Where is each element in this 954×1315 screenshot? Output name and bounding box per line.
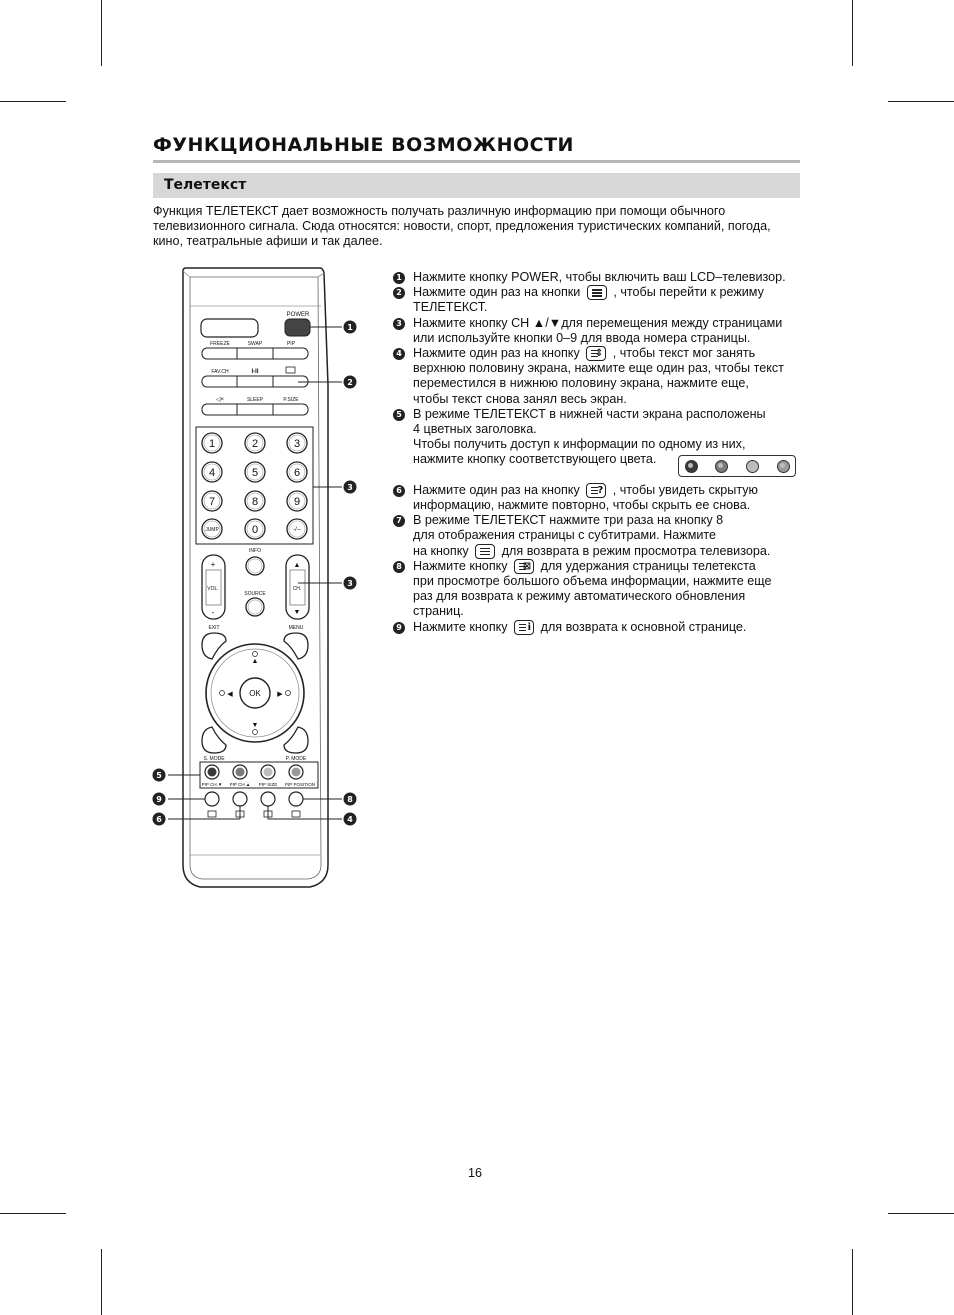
step-number: 2 bbox=[393, 287, 405, 299]
power-label: POWER bbox=[286, 312, 310, 318]
callout-1: 1 bbox=[347, 323, 353, 332]
color-button-4 bbox=[777, 460, 790, 473]
step-number: 1 bbox=[393, 272, 405, 284]
step-text: при просмотре большого объема информации, нажмите еще bbox=[413, 574, 772, 589]
dash-label: -/-- bbox=[293, 527, 301, 533]
step-9 bbox=[393, 620, 808, 635]
digit-8: 8 bbox=[251, 496, 259, 508]
page-title: ФУНКЦИОНАЛЬНЫЕ ВОЗМОЖНОСТИ bbox=[153, 134, 574, 156]
crop-mark bbox=[101, 1249, 102, 1315]
step-number: 6 bbox=[393, 485, 405, 497]
step-text: или используйте кнопки 0–9 для ввода номера страницы. bbox=[413, 330, 751, 345]
svg-text:▶: ▶ bbox=[277, 691, 283, 698]
teletext-icon bbox=[475, 544, 495, 559]
step-8 bbox=[393, 559, 808, 620]
color-button-2 bbox=[715, 460, 728, 473]
pip-label: PIP bbox=[286, 341, 296, 347]
freeze-label: FREEZE bbox=[210, 341, 230, 347]
pip-position-label: PIP POSITION bbox=[285, 782, 315, 787]
step-text: для возврата к основной странице. bbox=[540, 619, 747, 634]
digit-3: 3 bbox=[293, 438, 301, 450]
p-mode-label: P. MODE bbox=[285, 756, 307, 762]
color-key bbox=[264, 768, 273, 777]
remote-drawing bbox=[150, 265, 365, 895]
callout-6: 6 bbox=[156, 815, 162, 824]
swap-label: SWAP bbox=[247, 341, 263, 347]
vol-plus-label: + bbox=[210, 560, 216, 569]
callout-3b: 3 bbox=[347, 579, 353, 588]
digit-1: 1 bbox=[208, 438, 216, 450]
sleep-label: SLEEP bbox=[246, 397, 264, 403]
crop-mark bbox=[888, 101, 954, 102]
intro-line: телевизионного сигнала. Сюда относятся: новости, спорт, предложения туристических компаний, погода, bbox=[153, 219, 771, 234]
title-rule bbox=[153, 160, 800, 163]
page-number: 16 bbox=[468, 1166, 483, 1180]
digit-7: 7 bbox=[208, 496, 216, 508]
vol-minus-label: - bbox=[211, 608, 215, 617]
step-text: 4 цветных заголовка. bbox=[413, 422, 537, 437]
callout-8: 8 bbox=[347, 795, 353, 804]
audio-label: I-II bbox=[251, 369, 259, 375]
color-key bbox=[208, 768, 217, 777]
color-key bbox=[292, 768, 301, 777]
remote-illustration bbox=[150, 265, 365, 895]
step-6 bbox=[393, 483, 808, 513]
vol-label: VOL. bbox=[207, 586, 219, 592]
jump-label: JUMP bbox=[205, 527, 219, 533]
digit-5: 5 bbox=[251, 467, 259, 479]
step-text: Нажмите кнопку CH ▲/▼для перемещения между страницами bbox=[413, 315, 783, 330]
svg-text:▼: ▼ bbox=[293, 609, 301, 616]
teletext-icon bbox=[587, 285, 607, 300]
step-text: страниц. bbox=[413, 604, 464, 619]
step-text: , чтобы увидеть скрытую bbox=[612, 482, 759, 497]
index-icon: i bbox=[514, 620, 534, 635]
step-number: 7 bbox=[393, 515, 405, 527]
step-number: 5 bbox=[393, 409, 405, 421]
step-number: 4 bbox=[393, 348, 405, 360]
color-keys-figure bbox=[678, 455, 796, 477]
ch-label: CH. bbox=[292, 586, 302, 592]
reveal-icon: ? bbox=[586, 483, 606, 498]
crop-mark bbox=[852, 0, 853, 66]
step-text: для отображения страницы с субтитрами. Нажмите bbox=[413, 528, 717, 543]
callout-2: 2 bbox=[347, 378, 353, 387]
digit-4: 4 bbox=[208, 467, 216, 479]
svg-text:▲: ▲ bbox=[293, 562, 301, 569]
s-mode-label: S. MODE bbox=[203, 756, 225, 762]
fav-ch-label: FAV.CH bbox=[211, 369, 229, 375]
step-text: на кнопку bbox=[413, 543, 469, 558]
step-text: верхнюю половину экрана, нажмите еще один раз, чтобы текст bbox=[413, 361, 784, 376]
crop-mark bbox=[0, 1213, 66, 1214]
crop-mark bbox=[852, 1249, 853, 1315]
pip-ch-up-label: PIP CH.▲ bbox=[229, 782, 251, 787]
intro-line: кино, театральные афиши и так далее. bbox=[153, 234, 383, 249]
step-text: ТЕЛЕТЕКСТ. bbox=[413, 300, 488, 315]
svg-text:◀: ◀ bbox=[227, 691, 233, 698]
size-icon: ⇕ bbox=[586, 346, 606, 361]
svg-text:▼: ▼ bbox=[251, 722, 259, 729]
step-text: Нажмите кнопку bbox=[413, 558, 508, 573]
crop-mark bbox=[888, 1213, 954, 1214]
step-text: , чтобы текст мог занять bbox=[612, 346, 756, 361]
step-2 bbox=[393, 285, 808, 315]
intro-paragraph bbox=[153, 204, 803, 250]
menu-label: MENU bbox=[288, 625, 304, 631]
hold-icon: ⊠ bbox=[514, 559, 534, 574]
step-1 bbox=[393, 270, 808, 285]
step-text: Нажмите один раз на кнопки bbox=[413, 285, 581, 300]
callout-9: 9 bbox=[156, 795, 162, 804]
digit-2: 2 bbox=[251, 438, 259, 450]
pip-size-label: PIP SIZE bbox=[258, 782, 278, 787]
step-text: раз для возврата к режиму автоматического обновления bbox=[413, 589, 746, 604]
digit-6: 6 bbox=[293, 467, 301, 479]
intro-line: Функция ТЕЛЕТЕКСТ дает возможность получать различную информацию при помощи обычного bbox=[153, 204, 726, 218]
step-text: информацию, нажмите повторно, чтобы скрыть ее снова. bbox=[413, 498, 751, 513]
digit-9: 9 bbox=[293, 496, 301, 508]
step-7 bbox=[393, 513, 808, 559]
step-text: переместился в нижнюю половину экрана, нажмите еще, bbox=[413, 376, 749, 391]
source-label: SOURCE bbox=[244, 591, 266, 597]
step-text: для удержания страницы телетекста bbox=[540, 558, 756, 573]
svg-text:▲: ▲ bbox=[251, 658, 259, 665]
callout-4: 4 bbox=[347, 815, 353, 824]
step-text: чтобы текст снова занял весь экран. bbox=[413, 391, 627, 406]
step-5 bbox=[393, 407, 808, 483]
step-text: Нажмите кнопку POWER, чтобы включить ваш LCD–телевизор. bbox=[413, 270, 786, 284]
step-number: 3 bbox=[393, 318, 405, 330]
pip-ch-down-label: PIP CH.▼ bbox=[201, 782, 223, 787]
crop-mark bbox=[101, 0, 102, 66]
color-key bbox=[236, 768, 245, 777]
p-size-label: P.SIZE bbox=[283, 397, 299, 403]
step-text: Нажмите кнопку bbox=[413, 619, 508, 634]
step-text: , чтобы перейти к режиму bbox=[613, 285, 764, 300]
svg-text:◁×: ◁× bbox=[215, 397, 225, 403]
step-text: Нажмите один раз на кнопку bbox=[413, 482, 580, 497]
step-number: 9 bbox=[393, 622, 405, 634]
crop-mark bbox=[0, 101, 66, 102]
steps-list bbox=[393, 270, 808, 635]
exit-label: EXIT bbox=[208, 625, 220, 631]
step-number: 8 bbox=[393, 561, 405, 573]
step-text: для возврата в режим просмотра телевизора. bbox=[501, 543, 771, 558]
info-label: INFO bbox=[249, 548, 261, 554]
step-3 bbox=[393, 316, 808, 346]
section-title: Телетекст bbox=[164, 177, 247, 193]
step-text: нажмите кнопку соответствующего цвета. bbox=[413, 452, 657, 467]
color-button-3 bbox=[746, 460, 759, 473]
section-header bbox=[153, 173, 800, 198]
callout-5: 5 bbox=[156, 771, 162, 780]
step-text: В режиме ТЕЛЕТЕКСТ нажмите три раза на кнопку 8 bbox=[413, 513, 724, 528]
step-text: Нажмите один раз на кнопку bbox=[413, 346, 580, 361]
power-button bbox=[285, 319, 310, 336]
ok-label: OK bbox=[249, 689, 261, 698]
digit-0: 0 bbox=[251, 524, 259, 536]
callout-3: 3 bbox=[347, 483, 353, 492]
step-text: Чтобы получить доступ к информации по одному из них, bbox=[413, 437, 746, 452]
step-text: В режиме ТЕЛЕТЕКСТ в нижней части экрана расположены bbox=[413, 406, 766, 421]
step-4 bbox=[393, 346, 808, 407]
color-button-1 bbox=[685, 460, 698, 473]
